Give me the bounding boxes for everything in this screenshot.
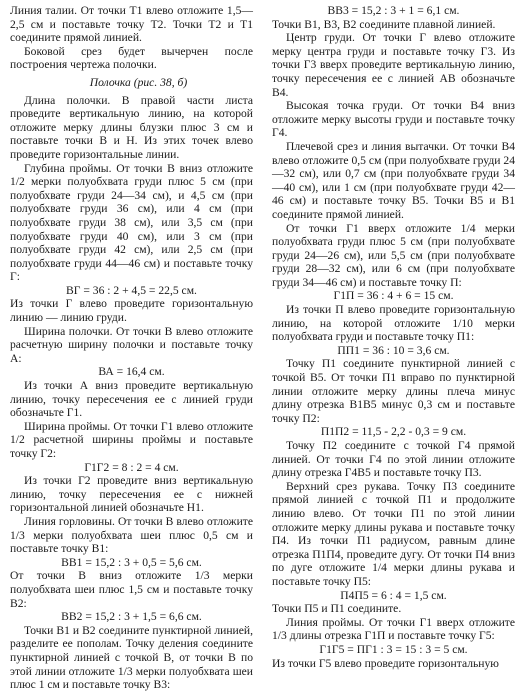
paragraph: Центр груди. От точки Г влево отложите мерку центра груди и поставьте точку Г3. Из точки Г3 вверх проведите вертикальную линию, точку пересечения ее с линией АВ обозначьте В4. — [272, 31, 515, 99]
paragraph: Из точки Г влево проведите горизонтальную линию — линию груди. — [10, 297, 253, 325]
paragraph: Ширина проймы. От точки Г1 влево отложите 1/2 расчетной ширины проймы и поставьте точку Г2: — [10, 419, 253, 460]
paragraph: От точки Г1 вверх отложите 1/4 мерки полуобхвата груди плюс 5 см (при полуобхвате груди 24—26 см), или 5,5 см (при полуобхвате груди 28—32 см), или 6 см (при полуобхвате груди 34—46 см) и поставьте точку П: — [272, 221, 515, 289]
paragraph: Точки В1, В3, В2 соедините плавной линией. — [272, 17, 496, 31]
formula: Г1Г5 = ПГ1 : 3 = 15 : 3 = 5 см. — [319, 642, 468, 656]
paragraph: Линия проймы. От точки Г1 вверх отложите 1/3 длины отрезка Г1П и поставьте точку Г5: — [272, 615, 515, 643]
paragraph: Длина полочки. В правой части листа проведите вертикальную линию, на которой отложите мерку длины блузки плюс 3 см и поставьте точки В и Н. Из этих точек влево проведите горизонтальные линии. — [10, 93, 253, 161]
paragraph: Из точки А вниз проведите вертикальную линию, точку пересечения ее с линией груди обозначьте Г1. — [10, 379, 253, 420]
formula: ПП1 = 36 : 10 = 3,6 см. — [337, 343, 450, 357]
formula: ВГ = 36 : 2 + 4,5 = 22,5 см. — [66, 283, 197, 297]
formula: Г1Г2 = 8 : 2 = 4 см. — [84, 460, 179, 474]
paragraph: Ширина полочки. От точки В влево отложите расчетную ширину полочки и поставьте точку А: — [10, 324, 253, 365]
paragraph: Точки П5 и П1 соедините. — [272, 602, 402, 616]
formula: ВА = 16,4 см. — [98, 365, 165, 379]
paragraph: Точку П2 соедините с точкой Г4 прямой линией. От точки Г4 по этой линии отложите длину отрезка Г4В5 и поставьте точку П3. — [272, 439, 515, 480]
formula: ВВ3 = 15,2 : 3 + 1 = 6,1 см. — [327, 4, 460, 17]
right-column — [272, 4, 515, 670]
formula: ВВ1 = 15,2 : 3 + 0,5 = 5,6 см. — [61, 555, 202, 569]
paragraph: Линия талии. От точки Т1 влево отложите 1,5—2,5 см и поставьте точку Т2. Точки Т2 и Т1 соедините прямой линией. — [10, 4, 253, 45]
formula: ВВ2 = 15,2 : 3 + 1,5 = 6,6 см. — [61, 610, 202, 624]
paragraph: Из точки Г5 влево проведите горизонтальную — [272, 656, 499, 670]
formula: Г1П = 36 : 4 + 6 = 15 см. — [333, 289, 454, 303]
section-heading: Полочка (рис. 38, б) — [89, 75, 188, 89]
paragraph: Точку П1 соедините пунктирной линией с точкой В5. От точки П1 вправо по пунктирной линии отложите мерку длины плеча минус длину отрезка В1В5 минус 0,3 см и поставьте точку П2: — [272, 357, 515, 425]
paragraph: Из точки Г2 проведите вниз вертикальную линию, точку пересечения ее с нижней горизонтальной линией обозначьте Н1. — [10, 474, 253, 515]
left-column — [10, 4, 253, 692]
paragraph: Линия горловины. От точки В влево отложите 1/3 мерки полуобхвата шеи плюс 0,5 см и поставьте точку В1: — [10, 514, 253, 556]
paragraph: Из точки П влево проведите горизонтальную линию, на которой отложите 1/10 мерки полуобхвата груди и поставьте точку П1: — [272, 303, 515, 344]
paragraph: Глубина проймы. От точки В вниз отложите 1/2 мерки полуобхвата груди плюс 5 см (при полуобхвате груди 24—34 см), и 4,5 см (при полуобхвате груди 36 см), или 4 см (при полуобхвате груди 38 см), или 3,5 см (при полуобхвате груди 40 см), или 3 см (при полуобхвате груди 42 см), или 2,5 см (при полуобхвате груди 44—46 см) и поставьте точку Г: — [10, 161, 253, 284]
formula: П4П5 = 6 : 4 = 1,5 см. — [340, 588, 447, 602]
paragraph: Высокая точка груди. От точки В4 вниз отложите мерку высоты груди и поставьте точку Г4. — [272, 99, 515, 140]
paragraph: Плечевой срез и линия вытачки. От точки В4 влево отложите 0,5 см (при полуобхвате груди 24—32 см), или 0,7 см (при полуобхвате груди 34—40 см), или 1 см (при полуобхвате груди 42—46 см) и поставьте точку В5. Точки В5 и В1 соедините прямой линией. — [272, 139, 515, 221]
paragraph: Боковой срез будет вычерчен после построения чертежа полочки. — [10, 44, 253, 72]
formula: П1П2 = 11,5 - 2,2 - 0,3 = 9 см. — [320, 425, 467, 439]
paragraph: Точки В1 и В2 соедините пунктирной линией, разделите ее пополам. Точку деления соедините пунктирной линией с точкой В, от точки В по этой линии отложите 1/3 мерки полуобхвата шеи плюс 1 см и поставьте точку В3: — [10, 623, 253, 692]
paragraph: Верхний срез рукава. Точку П3 соедините прямой линией с точкой П1 и продолжите линию влево. От точки П1 по этой линии отложите мерку длины рукава и поставьте точку П4. Из точки П1 радиусом, равным длине отрезка П1П4, проведите дугу. От точки П4 вниз по дуге отложите 1/4 мерки длины рукава и поставьте точку П5: — [272, 479, 515, 588]
paragraph: От точки В вниз отложите 1/3 мерки полуобхвата шеи плюс 1,5 см и поставьте точку В2: — [10, 569, 253, 610]
